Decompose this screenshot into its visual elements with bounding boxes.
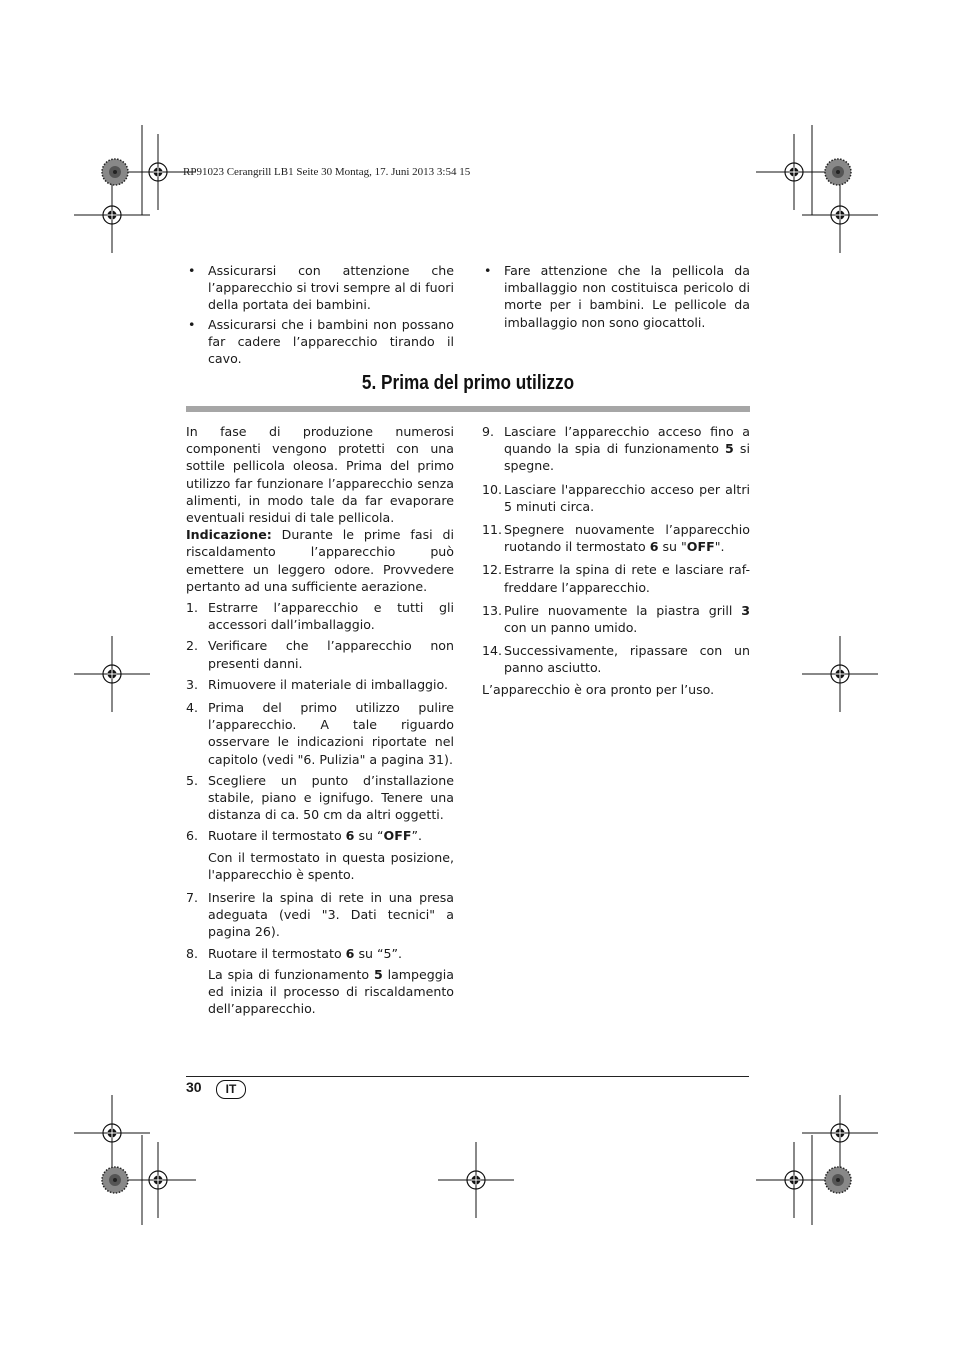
step-number: 2. xyxy=(186,638,199,654)
step-item xyxy=(482,481,750,515)
step-item xyxy=(186,827,454,844)
step-number: 11. xyxy=(482,522,503,538)
intro-paragraph: In fase di produzione numerosi componenti vengono protetti con una sottile pellicola oleosa. Prima del primo utilizzo far funzionare l’apparecchio senza alimenti, in modo tale da far evaporare eventuali residui di tale pellicola. xyxy=(186,424,454,526)
color-target-icon xyxy=(102,159,128,185)
step-text: Lasciare l’apparecchio acceso fino a quando la spia di funzionamento xyxy=(504,424,750,457)
step-item xyxy=(482,423,750,475)
step-text: su “ xyxy=(354,828,384,844)
heading-rule xyxy=(186,406,750,412)
language-badge: IT xyxy=(216,1080,246,1099)
list-item xyxy=(482,262,750,331)
closing-paragraph: L’apparecchio è ora pronto per l’uso. xyxy=(482,681,715,697)
registration-cross-icon xyxy=(438,1142,514,1218)
step-number: 10. xyxy=(482,481,503,497)
registration-cross-icon xyxy=(120,1142,196,1218)
part-reference: 6 xyxy=(649,539,659,555)
page-number: 30 xyxy=(186,1079,202,1095)
step-number: 13. xyxy=(482,602,503,618)
step-text: Prima del primo utilizzo pulire l’apparecchio. A tale riguardo osservare le indicazioni riportate nel capitolo (vedi "6. Pulizia" a pagina 31). xyxy=(208,700,454,767)
switch-label: OFF xyxy=(686,539,715,555)
section-column-left xyxy=(186,423,454,1018)
bullet-icon: • xyxy=(188,263,196,278)
step-number: 14. xyxy=(482,643,503,659)
step-text: Ruotare il termostato xyxy=(208,828,346,844)
step-number: 8. xyxy=(186,945,199,961)
part-reference: 3 xyxy=(741,602,750,618)
bullet-text: Assicurarsi che i bambini non possano far cadere l’apparecchio tirando il cavo. xyxy=(208,316,454,367)
step-number: 9. xyxy=(482,424,495,439)
section-column-right xyxy=(482,423,750,698)
note-text: Durante le prime fasi di riscaldamento l’apparecchio può emettere un leggero odore. Provvedere pertanto ad una sufficiente aerazione. xyxy=(186,527,454,594)
note-paragraph xyxy=(186,526,454,595)
bullet-icon: • xyxy=(188,316,196,332)
bullet-icon: • xyxy=(484,263,492,278)
switch-label: OFF xyxy=(383,828,412,844)
step-number: 1. xyxy=(186,600,199,616)
registration-cross-icon xyxy=(74,636,150,712)
part-reference: 6 xyxy=(345,945,355,961)
step-number: 5. xyxy=(186,772,199,788)
step-subtext: Con il termostato in questa posizione, l'apparecchio è spento. xyxy=(208,849,454,882)
color-target-icon xyxy=(825,1167,851,1193)
print-metadata: RP91023 Cerangrill LB1 Seite 30 Montag, 17. Juni 2013 3:54 15 xyxy=(183,166,471,178)
section-title: 5. Prima del primo utilizzo xyxy=(361,372,575,394)
registration-cross-icon xyxy=(756,1142,832,1218)
step-text: ”. xyxy=(411,828,422,844)
step-text: con un panno umido. xyxy=(504,620,638,636)
footer-rule xyxy=(186,1076,749,1077)
list-item xyxy=(186,316,454,368)
step-item xyxy=(482,602,750,636)
step-text: Estrarre l’apparecchio e tutti gli accessori dall’imballaggio. xyxy=(208,600,454,633)
part-reference: 5 xyxy=(725,441,734,457)
step-item xyxy=(186,945,454,962)
safety-bullets-right xyxy=(482,262,750,333)
step-text: Scegliere un punto d’installazione stabile, piano e ignifugo. Tenere una distanza di ca. 50 cm da altri oggetti. xyxy=(208,772,454,823)
color-target-icon xyxy=(825,159,851,185)
step-number: 6. xyxy=(186,828,199,844)
note-label: Indicazione: xyxy=(186,527,272,543)
step-item xyxy=(186,637,454,671)
bullet-text: Assicurarsi con attenzione che l’apparecchio si trovi sempre al di fuori della portata dei bambini. xyxy=(208,263,454,313)
step-text: su " xyxy=(658,539,687,555)
step-text: Lasciare l'apparecchio acceso per altri 5 minuti circa. xyxy=(504,481,750,514)
part-reference: 5 xyxy=(373,966,383,982)
step-text: ". xyxy=(714,539,725,555)
step-text: Pulire nuovamente la piastra grill xyxy=(504,602,742,618)
step-item xyxy=(482,561,750,595)
step-text: Verificare che l’apparecchio non presenti danni. xyxy=(208,638,454,671)
step-item xyxy=(186,889,454,941)
step-item xyxy=(186,699,454,768)
registration-cross-icon xyxy=(802,177,878,253)
step-text: su “5”. xyxy=(354,945,403,961)
step-text: Spegnere nuovamente l’apparecchio ruotando il termostato xyxy=(504,522,750,555)
step-item xyxy=(186,772,454,824)
step-text: Rimuovere il materiale di imballaggio. xyxy=(208,676,449,692)
registration-cross-icon xyxy=(74,177,150,253)
part-reference: 6 xyxy=(345,828,355,844)
step-text: Estrarre la spina di rete e lasciare raf-freddare l’apparecchio. xyxy=(504,562,750,595)
safety-bullets-left xyxy=(186,262,454,369)
step-text: Successivamente, ripassare con un panno asciutto. xyxy=(504,643,750,676)
registration-cross-icon xyxy=(802,1095,878,1171)
step-number: 7. xyxy=(186,890,199,906)
step-item xyxy=(482,521,750,555)
step-text: si spegne. xyxy=(504,441,750,474)
step-item xyxy=(482,642,750,676)
step-text: Ruotare il termostato xyxy=(208,945,346,961)
step-subtext xyxy=(186,966,454,1018)
step-item xyxy=(186,676,454,693)
step-number: 3. xyxy=(186,676,199,692)
step-number: 4. xyxy=(186,700,199,716)
bullet-text: Fare attenzione che la pellicola da imballaggio non costituisca pericolo di morte per i bambini. Le pellicole da imballaggio non sono giocattoli. xyxy=(504,263,750,330)
step-text: La spia di funzionamento xyxy=(208,966,374,982)
registration-cross-icon xyxy=(802,636,878,712)
step-text: lampeggia ed inizia il processo di riscaldamento dell’apparecchio. xyxy=(208,966,454,1017)
color-target-icon xyxy=(102,1167,128,1193)
step-item xyxy=(186,599,454,633)
list-item xyxy=(186,262,454,314)
registration-cross-icon xyxy=(756,134,832,210)
step-text: Inserire la spina di rete in una presa adeguata (vedi "3. Dati tecnici" a pagina 26). xyxy=(208,890,454,940)
registration-cross-icon xyxy=(74,1095,150,1171)
step-number: 12. xyxy=(482,562,503,578)
